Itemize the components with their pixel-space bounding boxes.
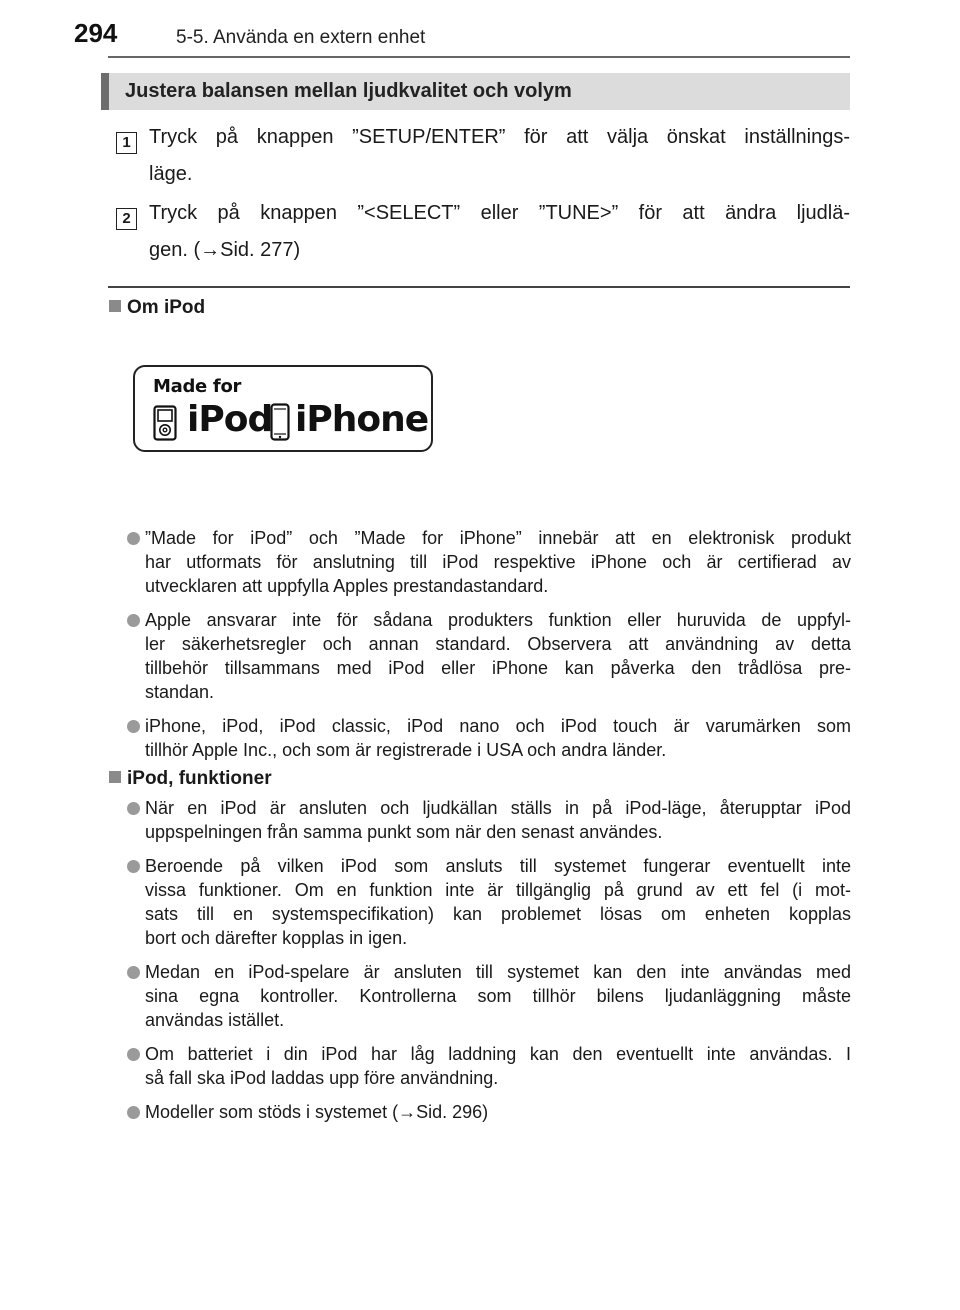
square-bullet-icon: [109, 771, 121, 783]
badge-ipod-text: iPod: [187, 399, 273, 440]
step-text: [149, 119, 850, 193]
section-banner: [101, 73, 850, 110]
list-item-line: användas istället.: [145, 1010, 285, 1030]
step-number-box: 1: [116, 132, 137, 154]
step-text-line: läge.: [149, 163, 193, 185]
list-item-line: tillbehör tillsammans med iPod eller iPhone kan påverka den trådlösa pre-: [145, 658, 851, 678]
badge-iphone-text: iPhone: [295, 399, 429, 440]
section-divider: [108, 286, 850, 288]
list-item-line: uppspelningen från samma punkt som när den senast användes.: [145, 822, 663, 842]
list-item-line: sina egna kontroller. Kontrollerna som tillhör bilens ljudanläggning måste: [145, 986, 851, 1006]
list-item-line: iPhone, iPod, iPod classic, iPod nano och iPod touch är varumärken som: [145, 716, 851, 736]
square-bullet-icon: [109, 300, 121, 312]
list-item-line: tillhör Apple Inc., och som är registrerade i USA och andra länder.: [145, 740, 667, 760]
sub-heading-label: Om iPod: [127, 297, 206, 318]
sub-heading-label: iPod, funktioner: [127, 768, 272, 789]
round-bullet-icon: [127, 1048, 140, 1061]
list-item-line: När en iPod är ansluten och ljudkällan ställs in på iPod-läge, återupptar iPod: [145, 798, 851, 818]
step-text-line: gen. (→Sid. 277): [149, 239, 301, 261]
round-bullet-icon: [127, 614, 140, 627]
list-item: [127, 1100, 851, 1124]
round-bullet-icon: [127, 966, 140, 979]
list-item-line: vissa funktioner. Om en funktion inte är tillgänglig på grund av ett fel (i mot-: [145, 880, 851, 900]
list-item-line: har utformats för anslutning till iPod respektive iPhone och är certifierad av: [145, 552, 851, 572]
list-item-line: ler säkerhetsregler och annan standard. Observera att användning av detta: [145, 634, 851, 654]
header-rule: [108, 56, 850, 58]
list-item-line: Om batteriet i din iPod har låg laddning kan den eventuellt inte användas. I: [145, 1044, 851, 1064]
list-item-line: Modeller som stöds i systemet (→Sid. 296): [145, 1102, 489, 1122]
sub-heading-ipod-funktioner: [109, 768, 272, 790]
list-item: [127, 796, 851, 844]
round-bullet-icon: [127, 1106, 140, 1119]
round-bullet-icon: [127, 860, 140, 873]
page-number: 294: [74, 18, 118, 48]
section-reference: 5-5. Använda en extern enhet: [176, 27, 426, 48]
badge-made-for-text: Made for: [153, 376, 242, 397]
list-item-line: sats till en systemspecifikation) kan problemet lösas om enheten kopplas: [145, 904, 851, 924]
list-item-line: Beroende på vilken iPod som ansluts till systemet fungerar eventuellt inte: [145, 856, 851, 876]
list-item: [127, 1042, 851, 1090]
list-item: [127, 526, 851, 598]
banner-title: Justera balansen mellan ljudkvalitet och volym: [125, 80, 572, 102]
list-item-line: utvecklaren att uppfylla Apples prestandastandard.: [145, 576, 549, 596]
round-bullet-icon: [127, 532, 140, 545]
made-for-ipod-iphone-badge: [133, 365, 433, 452]
round-bullet-icon: [127, 802, 140, 815]
functions-bullet-list: [127, 796, 851, 1134]
ipod-bullet-list: [127, 526, 851, 772]
step-text: [149, 195, 850, 269]
list-item: [127, 714, 851, 762]
round-bullet-icon: [127, 720, 140, 733]
iphone-device-icon: [270, 403, 290, 441]
list-item: [127, 608, 851, 704]
list-item-line: ”Made for iPod” och ”Made for iPhone” innebär att en elektronisk produkt: [145, 528, 851, 548]
step-text-line: Tryck på knappen ”<SELECT” eller ”TUNE>” för att ändra ljudlä-: [149, 202, 850, 224]
list-item: [127, 854, 851, 950]
banner-accent-bar: [101, 73, 109, 110]
list-item-line: Medan en iPod-spelare är ansluten till systemet kan den inte användas med: [145, 962, 851, 982]
list-item-line: bort och därefter kopplas in igen.: [145, 928, 408, 948]
list-item-line: så fall ska iPod laddas upp före användning.: [145, 1068, 499, 1088]
step-text-line: Tryck på knappen ”SETUP/ENTER” för att välja önskat inställnings-: [149, 126, 850, 148]
step-number-box: 2: [116, 208, 137, 230]
list-item: [127, 960, 851, 1032]
sub-heading-om-ipod: [109, 297, 205, 319]
list-item-line: standan.: [145, 682, 215, 702]
list-item-line: Apple ansvarar inte för sådana produkters funktion eller huruvida de uppfyl-: [145, 610, 851, 630]
ipod-device-icon: [153, 405, 177, 441]
